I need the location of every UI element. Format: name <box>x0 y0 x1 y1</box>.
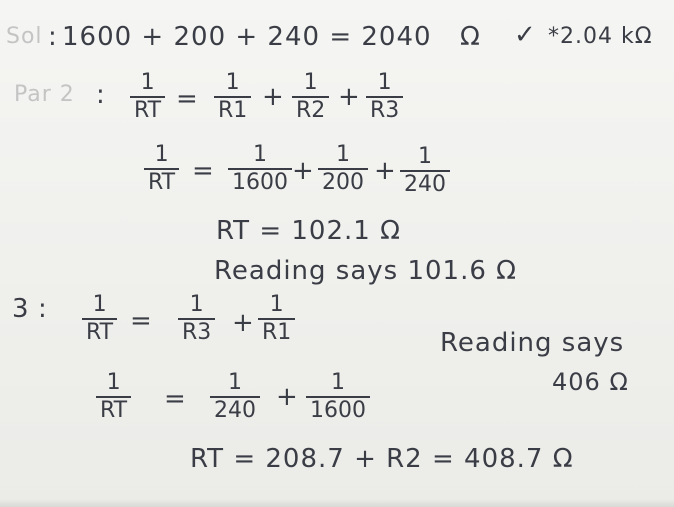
p2-subst-eq: = <box>192 156 214 186</box>
p2-formula-t2-num: 1 <box>303 70 318 95</box>
p3-formula-term1 <box>178 294 215 344</box>
p2-subst-t3-num: 1 <box>418 144 432 169</box>
line1-label: Sol <box>6 24 43 49</box>
p2-result: RT = 102.1 Ω <box>216 216 401 246</box>
p2-formula-plus1: + <box>262 82 284 112</box>
p2-subst-lhs-num: 1 <box>154 142 169 167</box>
part2-separator: : <box>96 80 106 110</box>
p3-subst-lhs <box>96 372 131 422</box>
p3-subst-term2 <box>306 372 370 422</box>
part3-label: 3 <box>12 294 30 324</box>
p2-subst-plus2: + <box>374 156 396 186</box>
p3-formula-t1-den: R3 <box>182 320 212 345</box>
p3-subst-lhs-num: 1 <box>106 370 121 395</box>
p2-subst-t2-num: 1 <box>336 142 350 167</box>
p3-subst-t2-den: 1600 <box>310 398 366 423</box>
p3-formula-t1-num: 1 <box>189 292 204 317</box>
p2-subst-t1-num: 1 <box>253 142 267 167</box>
p3-subst-term1 <box>210 372 260 422</box>
page-shadow <box>0 499 674 507</box>
part3-separator: : <box>38 294 48 324</box>
p3-subst-eq: = <box>164 384 186 414</box>
p3-subst-t1-num: 1 <box>228 370 242 395</box>
p3-reading-line1: Reading says <box>440 328 625 358</box>
p3-subst-t2-num: 1 <box>331 370 345 395</box>
line1-separator: : <box>48 22 58 52</box>
p3-formula-t2-num: 1 <box>269 292 284 317</box>
p2-reading: Reading says 101.6 Ω <box>214 256 518 286</box>
p2-formula-lhs <box>130 72 165 122</box>
p2-formula-t3-den: R3 <box>370 98 400 123</box>
p3-subst-t1-den: 240 <box>214 398 256 423</box>
p2-subst-t1-den: 1600 <box>232 170 288 195</box>
p3-reading-line2: 406 Ω <box>552 368 629 396</box>
line1-result: *2.04 kΩ <box>548 24 653 49</box>
p3-formula-eq: = <box>130 306 152 336</box>
p2-formula-lhs-num: 1 <box>140 70 155 95</box>
p3-subst-plus1: + <box>276 382 298 412</box>
p2-subst-term2 <box>318 144 368 194</box>
p3-subst-lhs-den: RT <box>100 398 128 423</box>
p2-subst-lhs <box>144 144 179 194</box>
p2-formula-t1-num: 1 <box>225 70 240 95</box>
p2-formula-t2-den: R2 <box>296 98 326 123</box>
p2-subst-term3 <box>400 146 450 196</box>
p3-formula-t2-den: R1 <box>262 320 292 345</box>
p2-subst-lhs-den: RT <box>148 170 176 195</box>
p2-subst-plus1: + <box>292 156 314 186</box>
p2-formula-t1-den: R1 <box>218 98 248 123</box>
p2-subst-t3-den: 240 <box>404 172 446 197</box>
p2-formula-eq: = <box>176 84 198 114</box>
p2-subst-t2-den: 200 <box>322 170 364 195</box>
p2-formula-lhs-den: RT <box>134 98 162 123</box>
p2-subst-term1 <box>228 144 292 194</box>
line1-unit: Ω <box>460 22 481 52</box>
part2-label: Par 2 <box>14 82 75 107</box>
p2-formula-plus2: + <box>338 82 360 112</box>
p2-formula-term3 <box>366 72 403 122</box>
line1-expression: 1600 + 200 + 240 = 2040 <box>62 22 432 52</box>
p3-formula-lhs <box>82 294 117 344</box>
p2-formula-term1 <box>214 72 251 122</box>
check-mark-icon: ✓ <box>514 20 537 50</box>
p3-formula-plus1: + <box>232 308 254 338</box>
p3-formula-lhs-num: 1 <box>92 292 107 317</box>
p3-result: RT = 208.7 + R2 = 408.7 Ω <box>190 444 574 474</box>
p3-formula-lhs-den: RT <box>86 320 114 345</box>
p2-formula-t3-num: 1 <box>377 70 392 95</box>
p2-formula-term2 <box>292 72 329 122</box>
p3-formula-term2 <box>258 294 295 344</box>
